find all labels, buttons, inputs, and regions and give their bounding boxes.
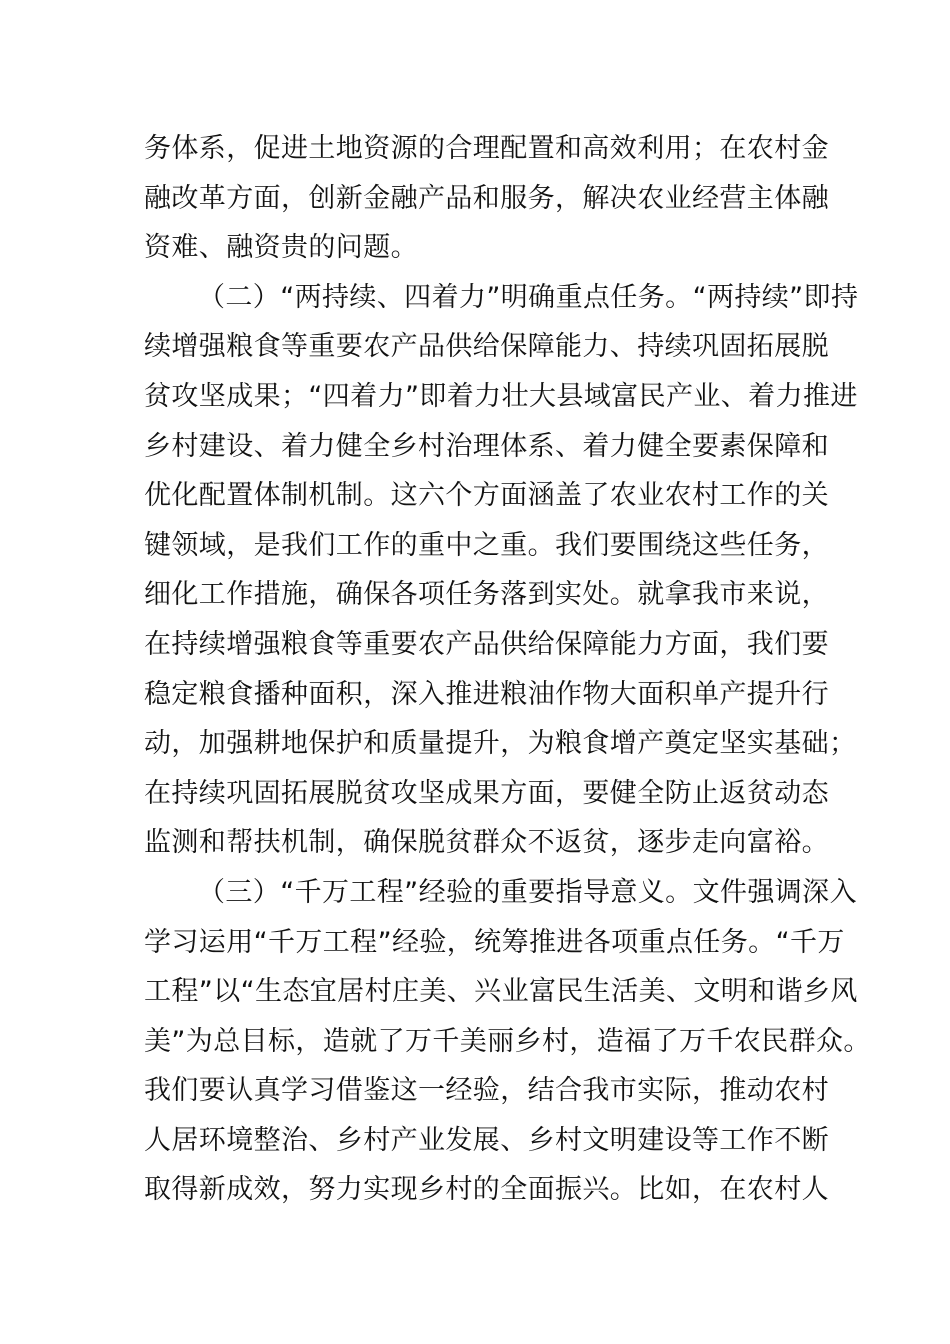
section-heading-line: （三）“千万工程”经验的重要指导意义。文件强调深入 (198, 876, 857, 908)
section-heading-line: （二）“两持续、四着力”明确重点任务。“两持续”即持 (198, 281, 859, 313)
text-line: 贫攻坚成果；“四着力”即着力壮大县域富民产业、着力推进 (144, 380, 858, 412)
text-line: 工程”以“生态宜居村庄美、兴业富民生活美、文明和谐乡风 (144, 976, 858, 1008)
text-line: 在持续巩固拓展脱贫攻坚成果方面，要健全防止返贫动态 (144, 777, 829, 809)
text-line: 人居环境整治、乡村产业发展、乡村文明建设等工作不断 (144, 1124, 829, 1156)
text-line: 融改革方面，创新金融产品和服务，解决农业经营主体融 (144, 182, 829, 214)
text-line: 学习运用“千万工程”经验，统筹推进各项重点任务。“千万 (144, 926, 845, 958)
text-line: 资难、融资贵的问题。 (144, 232, 418, 264)
text-line: 务体系，促进土地资源的合理配置和高效利用；在农村金 (144, 133, 829, 164)
text-line: 细化工作措施，确保各项任务落到实处。就拿我市来说， (144, 579, 829, 611)
text-line: 动，加强耕地保护和质量提升，为粮食增产奠定坚实基础； (144, 728, 857, 760)
text-line: 优化配置体制机制。这六个方面涵盖了农业农村工作的关 (144, 480, 829, 512)
text-line: 稳定粮食播种面积，深入推进粮油作物大面积单产提升行 (144, 678, 829, 710)
text-line: 乡村建设、着力健全乡村治理体系、着力健全要素保障和 (144, 430, 829, 462)
text-line: 美”为总目标，造就了万千美丽乡村，造福了万千农民群众。 (144, 1025, 871, 1057)
text-line: 监测和帮扶机制，确保脱贫群众不返贫，逐步走向富裕。 (144, 827, 829, 859)
text-line: 取得新成效，努力实现乡村的全面振兴。比如，在农村人 (144, 1174, 829, 1206)
body-text (144, 124, 871, 1215)
text-line: 续增强粮食等重要农产品供给保障能力、持续巩固拓展脱 (144, 331, 829, 363)
text-line: 我们要认真学习借鉴这一经验，结合我市实际，推动农村 (144, 1075, 829, 1107)
text-line: 在持续增强粮食等重要农产品供给保障能力方面，我们要 (144, 628, 829, 660)
text-line: 键领域，是我们工作的重中之重。我们要围绕这些任务， (144, 529, 829, 561)
